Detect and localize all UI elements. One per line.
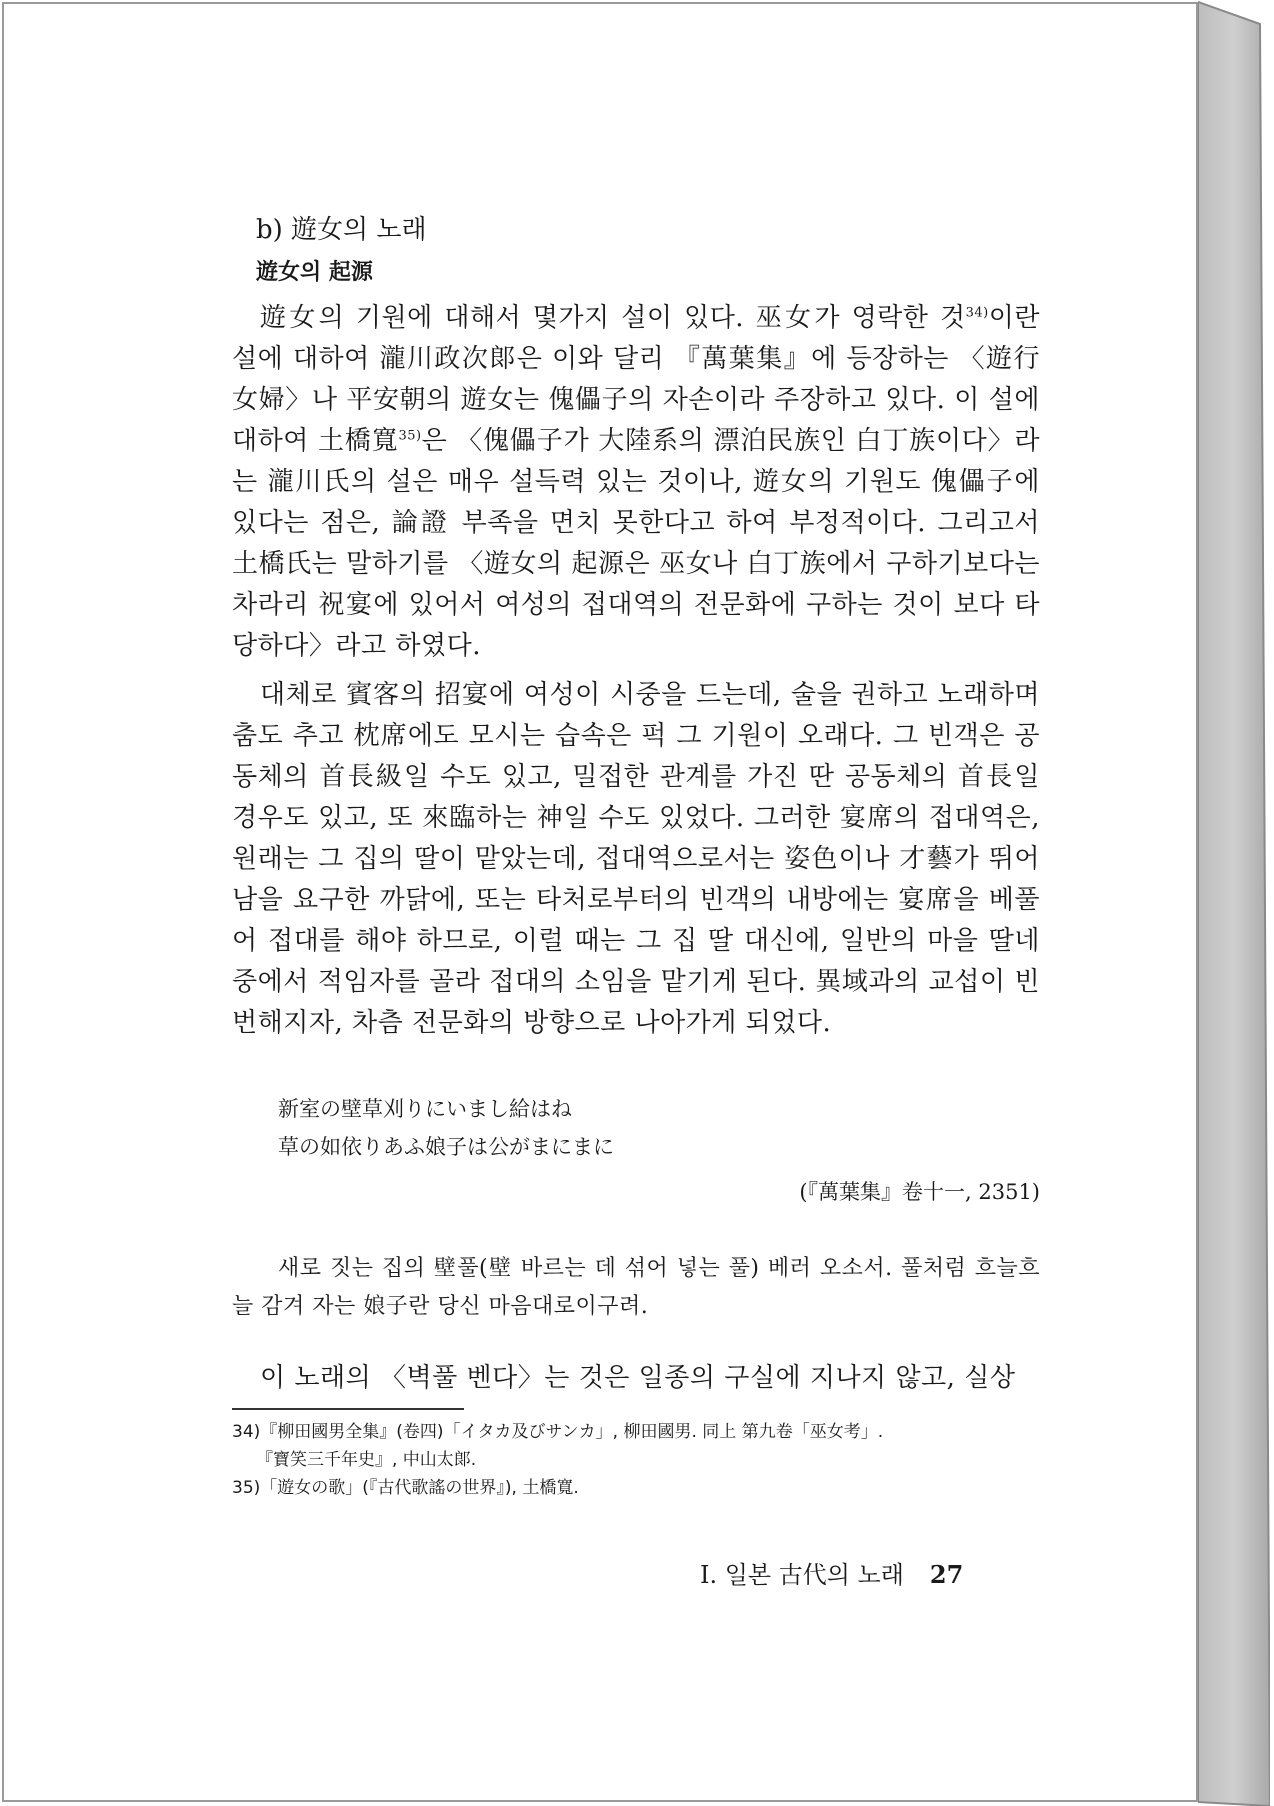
footnotes — [232, 1418, 1040, 1502]
paragraph-2: 대체로 賓客의 招宴에 여성이 시중을 드는데, 술을 권하고 노래하며 춤도 추고 枕席에도 모시는 습속은 퍽 그 기원이 오래다. 그 빈객은 공동체의 首長級일 수도 있고, 밀접한 관계를 가진 딴 공동체의 首長일 경우도 있고, 또 來臨하는 神일 수도 있었다. 그러한 宴席의 접대역은, 원래는 그 집의 딸이 맡았는데, 접대역으로서는 姿色이나 才藝가 뛰어남을 요구한 까닭에, 또는 타처로부터의 빈객의 내방에는 宴席을 베풀어 접대를 해야 하므로, 이럴 때는 그 집 딸 대신에, 일반의 마을 딸네 중에서 적임자를 골라 접대의 소임을 맡기게 된다. 異域과의 교섭이 빈번해지자, 차츰 전문화의 방향으로 나아가게 되었다. — [232, 680, 1040, 1038]
page-content — [232, 210, 1040, 1502]
paragraph-1-text-b: 이란 설에 대하여 瀧川政次郞은 이와 달리 『萬葉集』에 등장하는 〈遊行女婦〉나 平安朝의 遊女는 傀儡子의 자손이라 주장하고 있다. 이 설에 대하여 土橋寬 — [232, 303, 1040, 456]
poem-line: 草の如依りあふ娘子は公がまにまに — [278, 1135, 614, 1159]
poem-translation: 새로 짓는 집의 壁풀(壁 바르는 데 섞어 넣는 풀) 베러 오소서. 풀처럼 흐늘흐늘 감겨 자는 娘子란 당신 마음대로이구려. — [232, 1256, 1040, 1319]
poem-citation: (『萬葉集』卷十一, 2351) — [799, 1180, 1040, 1204]
footnote-ref-34: 34) — [965, 305, 989, 321]
page-number: 27 — [929, 1560, 964, 1589]
paragraph-1 — [232, 298, 1040, 667]
chapter-title: I. 일본 古代의 노래 — [700, 1561, 904, 1589]
footnote-35: 35)「遊女の歌」(『古代歌謠の世界』), 土橋寬. — [232, 1478, 579, 1498]
section-heading: b) 遊女의 노래 — [256, 215, 427, 245]
paragraph-1-text-a: 遊女의 기원에 대해서 몇가지 설이 있다. 巫女가 영락한 것 — [260, 303, 966, 333]
page-footer — [700, 1557, 1080, 1593]
poem-line: 新室の壁草刈りにいまし給はね — [278, 1097, 572, 1121]
footnote-34: 34)『柳田國男全集』(卷四)「イタカ及びサンカ」, 柳田國男. 同上 第九卷「巫女考」. — [232, 1422, 884, 1442]
footnote-34-continued: 『寶笑三千年史』, 中山太郞. — [256, 1450, 477, 1470]
paragraph-1-text-c: 은 〈傀儡子가 大陸系의 漂泊民族인 白丁族이다〉라는 瀧川氏의 설은 매우 설득력 있는 것이나, 遊女의 기원도 傀儡子에 있다는 점은, 論證 부족을 면치 못한다고 하여 부정적이다. 그리고서 土橋氏는 말하기를 〈遊女의 起源은 巫女나 白丁族에서 구하기보다는 차라리 祝宴에 있어서 여성의 접대역의 전문화에 구하는 것이 보다 타당하다〉라고 하였다. — [232, 426, 1040, 661]
footnote-ref-35: 35) — [398, 428, 422, 444]
poem — [278, 1090, 1040, 1166]
continuation-line: 이 노래의 〈벽풀 벤다〉는 것은 일종의 구실에 지나지 않고, 실상 — [260, 1363, 1016, 1393]
page-side-edge — [1198, 0, 1270, 1806]
subheading: 遊女의 起源 — [256, 260, 373, 285]
footnote-divider — [232, 1408, 464, 1410]
